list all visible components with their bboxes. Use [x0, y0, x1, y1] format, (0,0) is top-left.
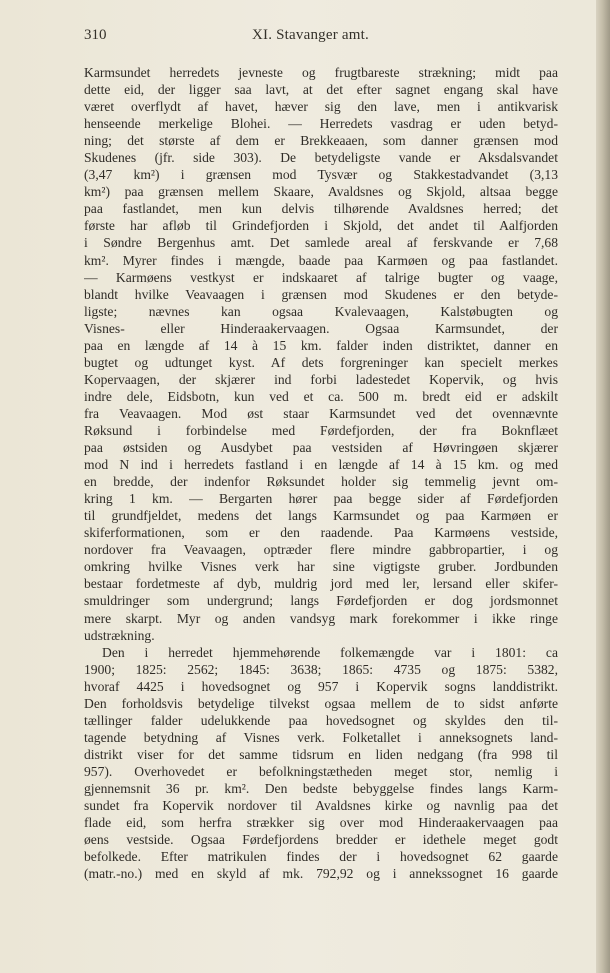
text-line: blandt hvilke Veavaagen i grænsen mod Skudenes er den betyde-	[84, 286, 558, 302]
text-line: øens vestside. Ogsaa Førdefjordens bredder er idethele meget godt	[84, 832, 558, 848]
text-line: fra Veavaagen. Mod øst staar Karmsundet ved det ovennævnte	[84, 405, 558, 421]
text-line: ning; det største af dem er Brekkeaaen, som danner grænsen mod	[84, 133, 558, 149]
text-line: nordover fra Veavaagen, optræder flere mindre gabbropartier, i og	[84, 542, 558, 558]
text-line: tagende betydning af Visnes verk. Folketallet i anneksognets land-	[84, 729, 558, 745]
text-line: tællinger falder udelukkende paa hovedsognet og skyldes den til-	[84, 712, 558, 728]
text-line: smuldringer som undergrund; langs Førdefjorden er dog jordsmonnet	[84, 593, 558, 609]
text-line: Karmsundet herredets jevneste og frugtbareste strækning; midt paa	[84, 65, 558, 80]
text-line: Kopervaagen, der skjærer ind forbi ladestedet Kopervik, og hvis	[84, 371, 558, 387]
text-line: Visnes- eller Hinderaakervaagen. Ogsaa Karmsundet, der	[84, 320, 558, 336]
text-line: Skudenes (jfr. side 303). De betydeligste vande er Aksdalsvandet	[84, 150, 558, 166]
text-line: befolkede. Efter matrikulen findes der i hovedsognet 62 gaarde	[84, 849, 558, 865]
text-line: skiferformationen, som er den raadende. Paa Karmøens vestside,	[84, 525, 558, 541]
text-line: indre dele, Eidsbotn, kun ved et ca. 500 m. bredt eid er adskilt	[84, 388, 558, 404]
text-line: mere skarpt. Myr og anden vandsyg mark forekommer i ikke ringe	[84, 610, 558, 626]
text-line: udstrækning.	[84, 627, 155, 643]
text-line: første har afløb til Grindefjorden i Skjold, det andet til Aalfjorden	[84, 218, 558, 234]
page-header	[84, 27, 558, 47]
text-line: bestaar fordetmeste af dyb, muldrig jord med ler, lersand eller skifer-	[84, 576, 558, 592]
page-number: 310	[84, 27, 107, 43]
text-line: distrikt viser for det samme tidsrum en liden nedgang (fra 998 til	[84, 746, 558, 762]
text-line: omkring hvilke Visnes verk har sine vigtigste gruber. Jordbunden	[84, 559, 558, 575]
text-line: i Søndre Bergenhus amt. Det samlede areal af ferskvande er 7,68	[84, 235, 558, 251]
running-head: XI. Stavanger amt.	[252, 27, 369, 43]
text-line: — Karmøens vestkyst er indskaaret af talrige bugter og vaage,	[84, 269, 558, 285]
text-line: (matr.-no.) med en skyld af mk. 792,92 og i annekssognet 16 gaarde	[84, 866, 558, 882]
text-line: 1900; 1825: 2562; 1845: 3638; 1865: 4735 og 1875: 5382,	[84, 661, 558, 677]
text-line: bugtet og udtunget kyst. Af dets forgreninger kan specielt merkes	[84, 354, 558, 370]
text-line: kring 1 km. — Bergarten hører paa begge sider af Førdefjorden	[84, 491, 558, 507]
text-line: km²) paa grænsen mellem Skaare, Avaldsnes og Skjold, altsaa begge	[84, 184, 558, 200]
text-line: Den forholdsvis betydelige tilvekst ogsaa mellem de to sidst anførte	[84, 695, 558, 711]
text-line: Røksund i forbindelse med Førdefjorden, der fra Boknflæet	[84, 422, 558, 438]
text-line: ligste; nævnes kan ogsaa Kvalevaagen, Kalstøbugten og	[84, 303, 558, 319]
text-line: flade eid, som herfra strækker sig over mod Hinderaakervaagen paa	[84, 815, 558, 831]
text-line: Den i herredet hjemmehørende folkemængde var i 1801: ca	[102, 644, 558, 660]
page-edge	[596, 0, 610, 973]
text-line: paa østsiden og Ausdybet paa vestsiden af Høvringøen skjærer	[84, 440, 558, 456]
text-line: en bredde, der indenfor Røksundet holder sig temmelig jevnt om-	[84, 474, 558, 490]
text-line: paa fastlandet, men kun delvis tilhørende Avaldsnes herred; det	[84, 201, 558, 217]
text-line: (3,47 km²) i grænsen mod Tysvær og Stakkestadvandet (3,13	[84, 167, 558, 183]
text-line: henseende merkelige Blohei. — Herredets vasdrag er uden betyd-	[84, 116, 558, 132]
text-line: dette eid, der ligger saa lavt, at det efter sagnet engang skal have	[84, 82, 558, 98]
text-line: til grundfjeldet, medens det langs Karmsundet og paa Karmøen er	[84, 508, 558, 524]
text-line: km². Myrer findes i mængde, baade paa Karmøen og paa fastlandet.	[84, 252, 558, 268]
text-line: mod N ind i herredets fastland i en længde af 14 à 15 km. og med	[84, 457, 558, 473]
text-line: været overflydt af havet, hæver sig den lave, men i antikvarisk	[84, 99, 558, 115]
text-line: hvoraf 4425 i hovedsognet og 957 i Kopervik sogns landdistrikt.	[84, 678, 558, 694]
text-line: 957). Overhovedet er befolkningstætheden meget stor, nemlig i	[84, 763, 558, 779]
text-line: gjennemsnit 36 pr. km². Den bedste bebyggelse findes langs Karm-	[84, 780, 558, 796]
text-line: sundet fra Kopervik nordover til Avaldsnes kirke og navnlig paa det	[84, 798, 558, 814]
text-line: paa en længde af 14 à 15 km. falder inden distriktet, danner en	[84, 337, 558, 353]
body-text	[84, 64, 558, 882]
